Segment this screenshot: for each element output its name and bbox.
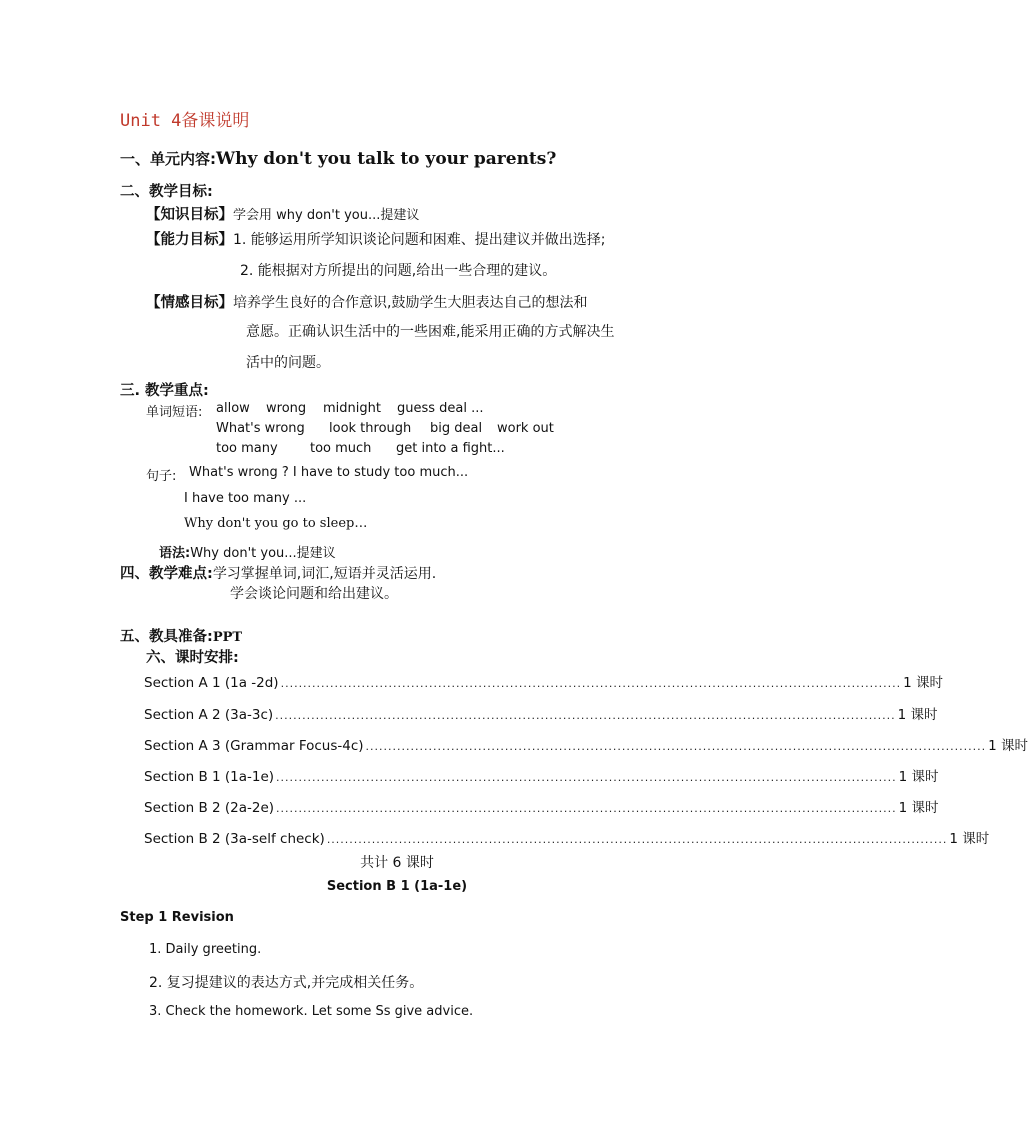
- knowledge-goal-label: 【知识目标】: [146, 207, 233, 223]
- lesson-section-title: Section B 1 (1a-1e): [326, 879, 468, 894]
- grammar-label: 语法:: [159, 546, 191, 561]
- unit-content-label: 一、单元内容:: [120, 150, 216, 168]
- step-item: 1. Daily greeting.: [149, 942, 262, 957]
- schedule-row: [144, 734, 1028, 754]
- schedule-row-label: Section B 2 (2a-2e): [144, 800, 275, 816]
- knowledge-goal-text: 学会用 why don't you...提建议: [233, 208, 420, 223]
- word-item: too many: [216, 441, 278, 456]
- ability-goal-line: [146, 228, 606, 249]
- schedule-row-label: Section A 3 (Grammar Focus-4c): [144, 738, 364, 754]
- emotion-goal-line1: 培养学生良好的合作意识,鼓励学生大胆表达自己的想法和: [233, 295, 588, 311]
- word-item: work out: [497, 421, 554, 436]
- leader-dots: ..........................................................................................................................................: [280, 677, 902, 690]
- schedule-row: [144, 827, 990, 847]
- ability-goal-1: 1. 能够运用所学知识谈论问题和困难、提出建议并做出选择;: [233, 232, 606, 248]
- schedule-row-label: Section A 2 (3a-3c): [144, 707, 274, 723]
- schedule-row-hours: 1 课时: [949, 831, 990, 847]
- schedule-row-hours: 1 课时: [988, 738, 1028, 754]
- equipment-line: [120, 625, 242, 646]
- emotion-goal-line: [146, 291, 587, 312]
- schedule-row-hours: 1 课时: [898, 800, 939, 816]
- emotion-goal-label: 【情感目标】: [146, 295, 233, 311]
- leader-dots: ..........................................................................................................................................: [276, 771, 897, 784]
- teaching-goals-heading: 二、教学目标:: [120, 184, 213, 200]
- schedule-row: [144, 796, 939, 816]
- sentence-1: What's wrong ? I have to study too much...: [189, 465, 469, 480]
- word-item: look through: [329, 421, 412, 436]
- leader-dots: ..........................................................................................................................................: [326, 833, 948, 846]
- grammar-line: [159, 542, 336, 561]
- document-title: Unit 4备课说明: [120, 111, 250, 131]
- difficulties-line2: 学会谈论问题和给出建议。: [230, 586, 398, 602]
- equipment-heading: 五、教具准备:: [120, 629, 213, 645]
- word-item: too much: [310, 441, 372, 456]
- word-item: guess deal ...: [397, 401, 484, 416]
- schedule-row: [144, 765, 939, 785]
- leader-dots: ..........................................................................................................................................: [365, 740, 987, 753]
- word-item: wrong: [266, 401, 307, 416]
- knowledge-goal-line: [146, 203, 419, 224]
- leader-dots: ..........................................................................................................................................: [276, 802, 897, 815]
- emotion-goal-line2: 意愿。正确认识生活中的一些困难,能采用正确的方式解决生: [246, 324, 615, 340]
- sentences-label: 句子:: [146, 469, 177, 484]
- sentence-3: Why don't you go to sleep…: [184, 516, 368, 531]
- schedule-row: [144, 703, 938, 723]
- equipment-value: PPT: [212, 630, 243, 645]
- ability-goal-label: 【能力目标】: [146, 232, 233, 248]
- difficulties-line: [120, 562, 436, 583]
- step-title: Step 1 Revision: [120, 910, 234, 925]
- difficulties-heading: 四、教学难点:: [120, 566, 213, 582]
- words-label: 单词短语:: [146, 405, 203, 420]
- word-item: get into a fight...: [396, 441, 505, 456]
- leader-dots: ..........................................................................................................................................: [275, 709, 896, 722]
- schedule-row-hours: 1 课时: [897, 707, 938, 723]
- word-item: What's wrong: [216, 421, 305, 436]
- schedule-row-hours: 1 课时: [903, 675, 943, 691]
- difficulties-line1: 学习掌握单词,词汇,短语并灵活运用.: [212, 566, 437, 582]
- word-item: midnight: [323, 401, 381, 416]
- ability-goal-2: 2. 能根据对方所提出的问题,给出一些合理的建议。: [240, 263, 557, 279]
- schedule-row-label: Section B 1 (1a-1e): [144, 769, 275, 785]
- schedule-row-hours: 1 课时: [898, 769, 939, 785]
- schedule-row-label: Section A 1 (1a -2d): [144, 675, 279, 691]
- emotion-goal-line3: 活中的问题。: [246, 355, 330, 371]
- schedule-heading: 六、课时安排:: [146, 650, 239, 666]
- sentence-2: I have too many ...: [184, 491, 307, 506]
- unit-content-line: [120, 148, 556, 169]
- word-item: allow: [216, 401, 250, 416]
- grammar-text: Why don't you...提建议: [190, 546, 336, 561]
- unit-content-value: Why don't you talk to your parents?: [216, 149, 557, 169]
- word-item: big deal: [430, 421, 483, 436]
- step-item: 3. Check the homework. Let some Ss give advice.: [149, 1004, 474, 1019]
- key-points-heading: 三. 教学重点:: [120, 383, 209, 399]
- step-item: 2. 复习提建议的表达方式,并完成相关任务。: [149, 975, 424, 991]
- schedule-total: 共计 6 课时: [360, 855, 434, 871]
- schedule-row-label: Section B 2 (3a-self check): [144, 831, 325, 847]
- schedule-row: [144, 671, 943, 691]
